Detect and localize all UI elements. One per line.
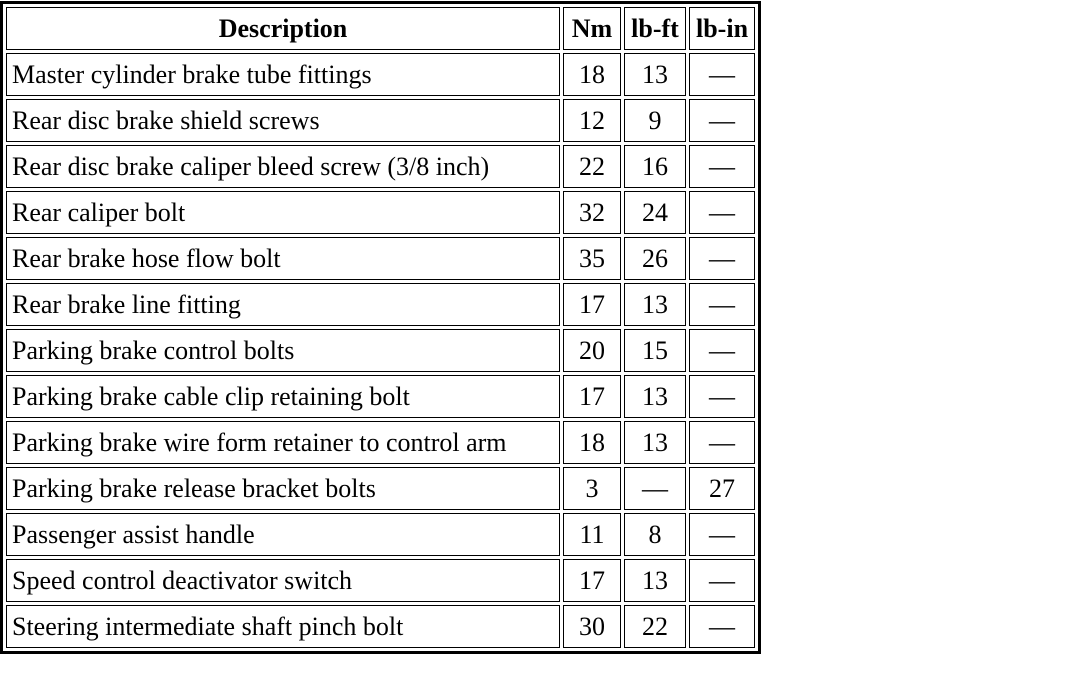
cell-nm: 12 xyxy=(563,99,621,142)
table-header-row xyxy=(6,7,755,50)
cell-nm: 22 xyxy=(563,145,621,188)
cell-lb-ft: 22 xyxy=(624,605,686,648)
table-row xyxy=(6,329,755,372)
cell-lb-in: — xyxy=(689,421,755,464)
cell-lb-in: 27 xyxy=(689,467,755,510)
cell-description: Passenger assist handle xyxy=(6,513,560,556)
cell-lb-in: — xyxy=(689,191,755,234)
cell-lb-in: — xyxy=(689,559,755,602)
cell-nm: 18 xyxy=(563,53,621,96)
cell-lb-ft: 24 xyxy=(624,191,686,234)
cell-lb-in: — xyxy=(689,99,755,142)
cell-description: Parking brake control bolts xyxy=(6,329,560,372)
table-row xyxy=(6,467,755,510)
cell-description: Steering intermediate shaft pinch bolt xyxy=(6,605,560,648)
cell-lb-ft: 15 xyxy=(624,329,686,372)
table-row xyxy=(6,237,755,280)
cell-lb-ft: — xyxy=(624,467,686,510)
header-lb-ft: lb-ft xyxy=(624,7,686,50)
cell-lb-ft: 26 xyxy=(624,237,686,280)
cell-lb-in: — xyxy=(689,375,755,418)
cell-nm: 35 xyxy=(563,237,621,280)
cell-lb-ft: 13 xyxy=(624,375,686,418)
header-description: Description xyxy=(6,7,560,50)
table-row xyxy=(6,421,755,464)
header-nm: Nm xyxy=(563,7,621,50)
cell-nm: 32 xyxy=(563,191,621,234)
cell-description: Parking brake release bracket bolts xyxy=(6,467,560,510)
table-row xyxy=(6,283,755,326)
cell-description: Rear brake hose flow bolt xyxy=(6,237,560,280)
cell-nm: 30 xyxy=(563,605,621,648)
table-row xyxy=(6,375,755,418)
cell-nm: 17 xyxy=(563,559,621,602)
table-row xyxy=(6,559,755,602)
cell-description: Master cylinder brake tube fittings xyxy=(6,53,560,96)
table-row xyxy=(6,513,755,556)
table-row xyxy=(6,53,755,96)
cell-lb-in: — xyxy=(689,329,755,372)
cell-lb-ft: 8 xyxy=(624,513,686,556)
cell-lb-in: — xyxy=(689,283,755,326)
cell-lb-ft: 13 xyxy=(624,283,686,326)
cell-description: Rear disc brake shield screws xyxy=(6,99,560,142)
cell-nm: 20 xyxy=(563,329,621,372)
table-row xyxy=(6,145,755,188)
cell-description: Parking brake wire form retainer to control arm xyxy=(6,421,560,464)
table-row xyxy=(6,99,755,142)
cell-lb-in: — xyxy=(689,53,755,96)
header-lb-in: lb-in xyxy=(689,7,755,50)
cell-description: Speed control deactivator switch xyxy=(6,559,560,602)
cell-description: Parking brake cable clip retaining bolt xyxy=(6,375,560,418)
table-row xyxy=(6,605,755,648)
cell-nm: 11 xyxy=(563,513,621,556)
cell-lb-in: — xyxy=(689,145,755,188)
cell-lb-ft: 13 xyxy=(624,559,686,602)
cell-lb-in: — xyxy=(689,605,755,648)
cell-lb-ft: 16 xyxy=(624,145,686,188)
cell-lb-ft: 13 xyxy=(624,53,686,96)
cell-lb-in: — xyxy=(689,513,755,556)
cell-nm: 18 xyxy=(563,421,621,464)
cell-lb-ft: 13 xyxy=(624,421,686,464)
cell-nm: 17 xyxy=(563,283,621,326)
torque-specifications-table xyxy=(0,1,761,654)
cell-nm: 17 xyxy=(563,375,621,418)
cell-description: Rear caliper bolt xyxy=(6,191,560,234)
cell-description: Rear disc brake caliper bleed screw (3/8 inch) xyxy=(6,145,560,188)
cell-lb-ft: 9 xyxy=(624,99,686,142)
cell-lb-in: — xyxy=(689,237,755,280)
cell-description: Rear brake line fitting xyxy=(6,283,560,326)
table-row xyxy=(6,191,755,234)
cell-nm: 3 xyxy=(563,467,621,510)
